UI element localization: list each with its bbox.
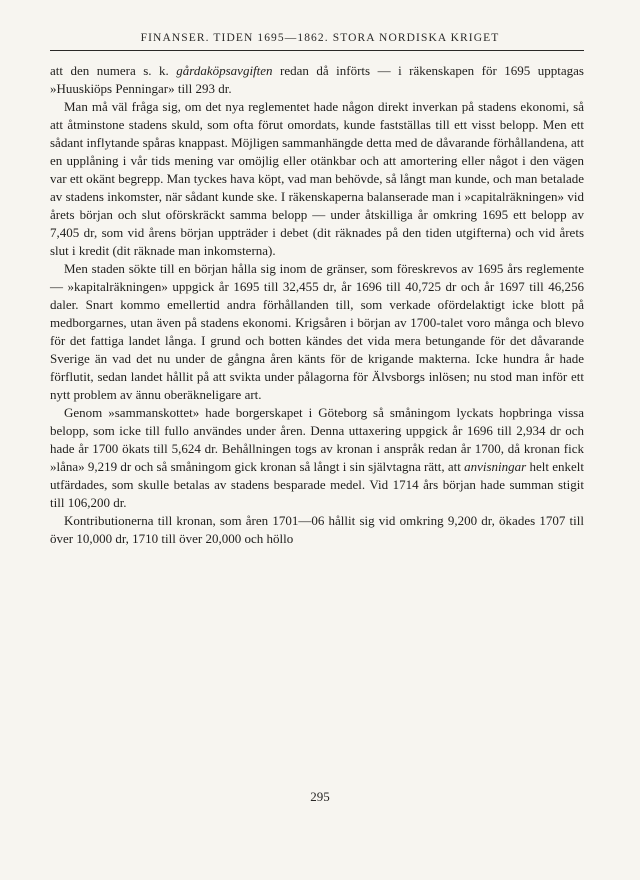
paragraph-1: att den numera s. k. gårdaköpsavgiften redan då införts — i räkenskapen för 1695 upptagas »Huuskiöps Penningar» till 293 dr.	[50, 63, 584, 96]
paragraph-4: Genom »sammanskottet» hade borgerskapet i Göteborg så småningom lyckats hopbringa vissa belopp, som icke till fullo användes under åren. Denna uttaxering uppgick år 1696 till 2,934 dr och hade år 1700 ökats till 5,624 dr. Behållningen togs av kronan i anspråk redan år 1700, då kronan fick »låna» 9,219 dr och så småningom gick kronan så långt i sin självtagna rätt, att anvisningar helt enkelt utfärdades, som skulle betalas av stadens besparade medel. Vid 1714 års början hade summan stigit till 106,200 dr.	[50, 405, 584, 510]
paragraph-5: Kontributionerna till kronan, som åren 1701—06 hållit sig vid omkring 9,200 dr, ökades 1707 till över 10,000 dr, 1710 till över 20,000 och höllo	[50, 513, 584, 546]
page-number: 295	[310, 789, 330, 804]
paragraph-3: Men staden sökte till en början hålla sig inom de gränser, som föreskrevos av 1695 års reglemente — »kapitalräkningen» uppgick år 1695 till 32,455 dr, år 1696 till 40,725 dr och år 1697 till 46,256 daler. Snart kommo emellertid andra förhållanden till, som verkade ofördelaktigt icke blott på medborgarnes, utan även på stadens ekonomi. Krigsåren i början av 1700-talet voro många och blevo för det fattiga landet långa. I grund och botten kändes det vida mera betungande för det dåvarande Sverige än vad det nu under de gångna åren känts för de krigande makterna. Icke hundra år hade förflutit, sedan landet hållit på att svikta under pålagorna för Älvsborgs inlösen; nu stod man inför ett nytt problem av ännu oberäkneligare art.	[50, 261, 584, 402]
paragraph-2: Man må väl fråga sig, om det nya reglementet hade någon direkt inverkan på stadens ekonomi, så att åtminstone stadens skuld, som ofta förut omordats, kunde fastställas till ett visst belopp. Men ett sådant inflytande spåras knappast. Möjligen sammanhängde detta med de dåvarande förhållandena, att en upplåning i vår tids mening var omöjlig eller otänkbar och att amortering eller något i den vägen var ett okänt begrepp. Man tyckes hava köpt, vad man behövde, så långt man kunde, och man betalade av stadens inkomster, när sådant kunde ske. I räkenskaperna balanserade man i »capitalräkningen» vid årets början och slut oförskräckt samma belopp — under åtskilliga år omkring 1695 ett belopp av 7,405 dr, som vid årens början uppträder i debet (dit räknades på den tiden utgifterna) och vid årets slut i kredit (dit räknade man inkomsterna).	[50, 99, 584, 258]
running-header: FINANSER. TIDEN 1695—1862. STORA NORDISKA KRIGET	[140, 32, 500, 44]
header-rule	[50, 50, 584, 51]
italic-term: anvisningar	[464, 459, 527, 474]
body-text	[50, 62, 584, 548]
italic-term: gårdaköpsavgiften	[176, 63, 273, 78]
